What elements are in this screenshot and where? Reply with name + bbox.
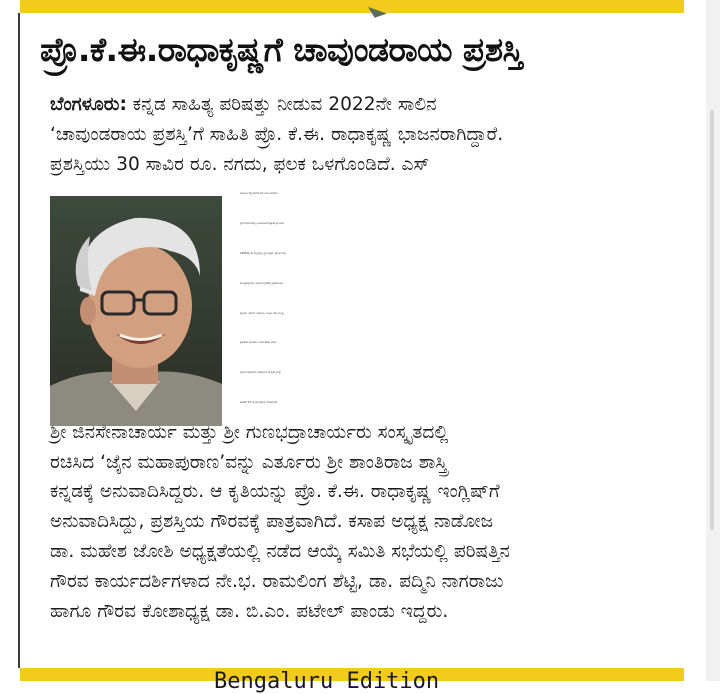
- article-body: [50, 90, 700, 626]
- right-page-edge-line: [710, 110, 714, 530]
- dateline: ಬೆಂಗಳೂರು:: [50, 94, 127, 115]
- body-line: ಪ್ರಕಾರಗಳ ಲೇಖಕರು, ಅನುವಾದಕರು ಅಥವಾ: [240, 341, 277, 345]
- body-line: ರಚಿಸಿದ ‘ಜೈನ ಮಹಾಪುರಾಣ’ವನ್ನು ಎರ್ತೂರು ಶ್ರೀ ಶಾಂತಿರಾಜ ಶಾಸ್ತ್ರಿ: [50, 451, 448, 473]
- body-line: ಪ್ರಶಸ್ತಿಯು 30 ಸಾವಿರ ರೂ. ನಗದು, ಫಲಕ ಒಳಗೊಂಡಿದೆ. ಎಸ್: [50, 153, 430, 175]
- body-line: ಗ್ರಂಥ ಸಂಪಾದಕರಿಗೆ ನೀಡಲಾಗುವ ಈ ಪ್ರಶಸ್ತಿಯನ್ನು: [240, 371, 282, 375]
- body-line: ಡಿಜಿಎಂಎ ಮ್ಯಾನೇಜ್‌ಮೆಂಟ್ ಕಮಿಟಿ ಪರವಾಗಿ: [240, 192, 278, 196]
- body-line: ಈವರೆಗೆ 27 ಮಂದಿಗೆ ಪ್ರದಾನ ಮಾಡಲಾಗಿದೆ.: [240, 400, 278, 404]
- body-line: ‘ಚಾವುಂಡರಾಯ ಪ್ರಶಸ್ತಿ’ಗೆ ಸಾಹಿತಿ ಪ್ರೊ. ಕೆ.ಈ. ರಾಧಾಕೃಷ್ಣ ಭಾಜನರಾಗಿದ್ದಾರೆ.: [50, 123, 504, 145]
- body-line: 1995ರಲ್ಲಿ ಈ ದತ್ತಿ ಪ್ರಶಸ್ತಿ ಸ್ಥಾಪಿಸಿದ್ದರು. ಪ್ರಾಚೀನ ಜೈನ: [240, 251, 286, 255]
- body-line: ಪ್ರಬಂಧ, ವಿಮರ್ಶೆ, ಕಾದಂಬರಿ, ನಾಟಕ, ಕಥಾ ಸಾಹಿತ್ಯ: [240, 311, 284, 315]
- body-line: ಶ್ರೀ ಜಿನಸೇನಾಚಾರ್ಯ ಮತ್ತು ಶ್ರೀ ಗುಣಭದ್ರಾಚಾರ್ಯರು ಸಂಸ್ಕೃತದಲ್ಲಿ: [50, 421, 449, 443]
- body-line: ಗೌರವ ಕಾರ್ಯದರ್ಶಿಗಳಾದ ನೇ.ಭ. ರಾಮಲಿಂಗ ಶೆಟ್ಟಿ, ಡಾ. ಪದ್ಮಿನಿ ನಾಗರಾಜು: [50, 570, 504, 592]
- body-line: ಹಾಗೂ ಗೌರವ ಕೋಶಾಧ್ಯಕ್ಷ ಡಾ. ಬಿ.ಎಂ. ಪಟೇಲ್ ಪಾಂಡು ಇದ್ದರು.: [50, 600, 449, 622]
- top-accent-bar: [20, 0, 684, 13]
- body-line: ಕನ್ನಡಕ್ಕೆ ಅನುವಾದಿಸಿದ್ದರು. ಆ ಕೃತಿಯನ್ನು ಪ್ರೊ. ಕೆ.ಈ. ರಾಧಾಕೃಷ್ಣ ಇಂಗ್ಲಿಷ್‌ಗೆ: [50, 481, 500, 503]
- body-line: ಬೆಂಗಳೂರು: ಕನ್ನಡ ಸಾಹಿತ್ಯ ಪರಿಷತ್ತು ನೀಡುವ 2022ನೇ ಸಾಲಿನ: [50, 94, 437, 115]
- edition-label: Bengaluru Edition: [214, 669, 440, 694]
- body-line: ಅನುವಾದಿಸಿದ್ದು, ಪ್ರಶಸ್ತಿಯ ಗೌರವಕ್ಕೆ ಪಾತ್ರವಾಗಿದೆ. ಕಸಾಪ ಅಧ್ಯಕ್ಷ ನಾಡೋಜ: [50, 511, 494, 533]
- article-headline: ಪ್ರೊ.ಕೆ.ಈ.ರಾಧಾಕೃಷ್ಣಗೆ ಚಾವುಂಡರಾಯ ಪ್ರಶಸ್ತಿ: [40, 30, 523, 69]
- body-line: ಶ್ರವಣಬೆಳಗೊಳದ ಶ್ರೀ ಚಾರುಕೀರ್ತಿಭಟ್ಟಾರಕ ಸ್ವಾಮೀಜಿ: [240, 222, 284, 226]
- body-line: ಡಾ. ಮಹೇಶ ಜೋಶಿ ಅಧ್ಯಕ್ಷತೆಯಲ್ಲಿ ನಡೆದ ಆಯ್ಕೆ ಸಮಿತಿ ಸಭೆಯಲ್ಲಿ ಪರಿಷತ್ತಿನ: [50, 540, 510, 562]
- body-line: ಸಾಹಿತ್ಯವನ್ನಾಧರಿಸಿ ಆಧುನಿಕ ಕನ್ನಡದಲ್ಲಿ ಪ್ರಕಟಗೊಂಡ: [240, 281, 283, 285]
- left-column-rule: [18, 13, 20, 668]
